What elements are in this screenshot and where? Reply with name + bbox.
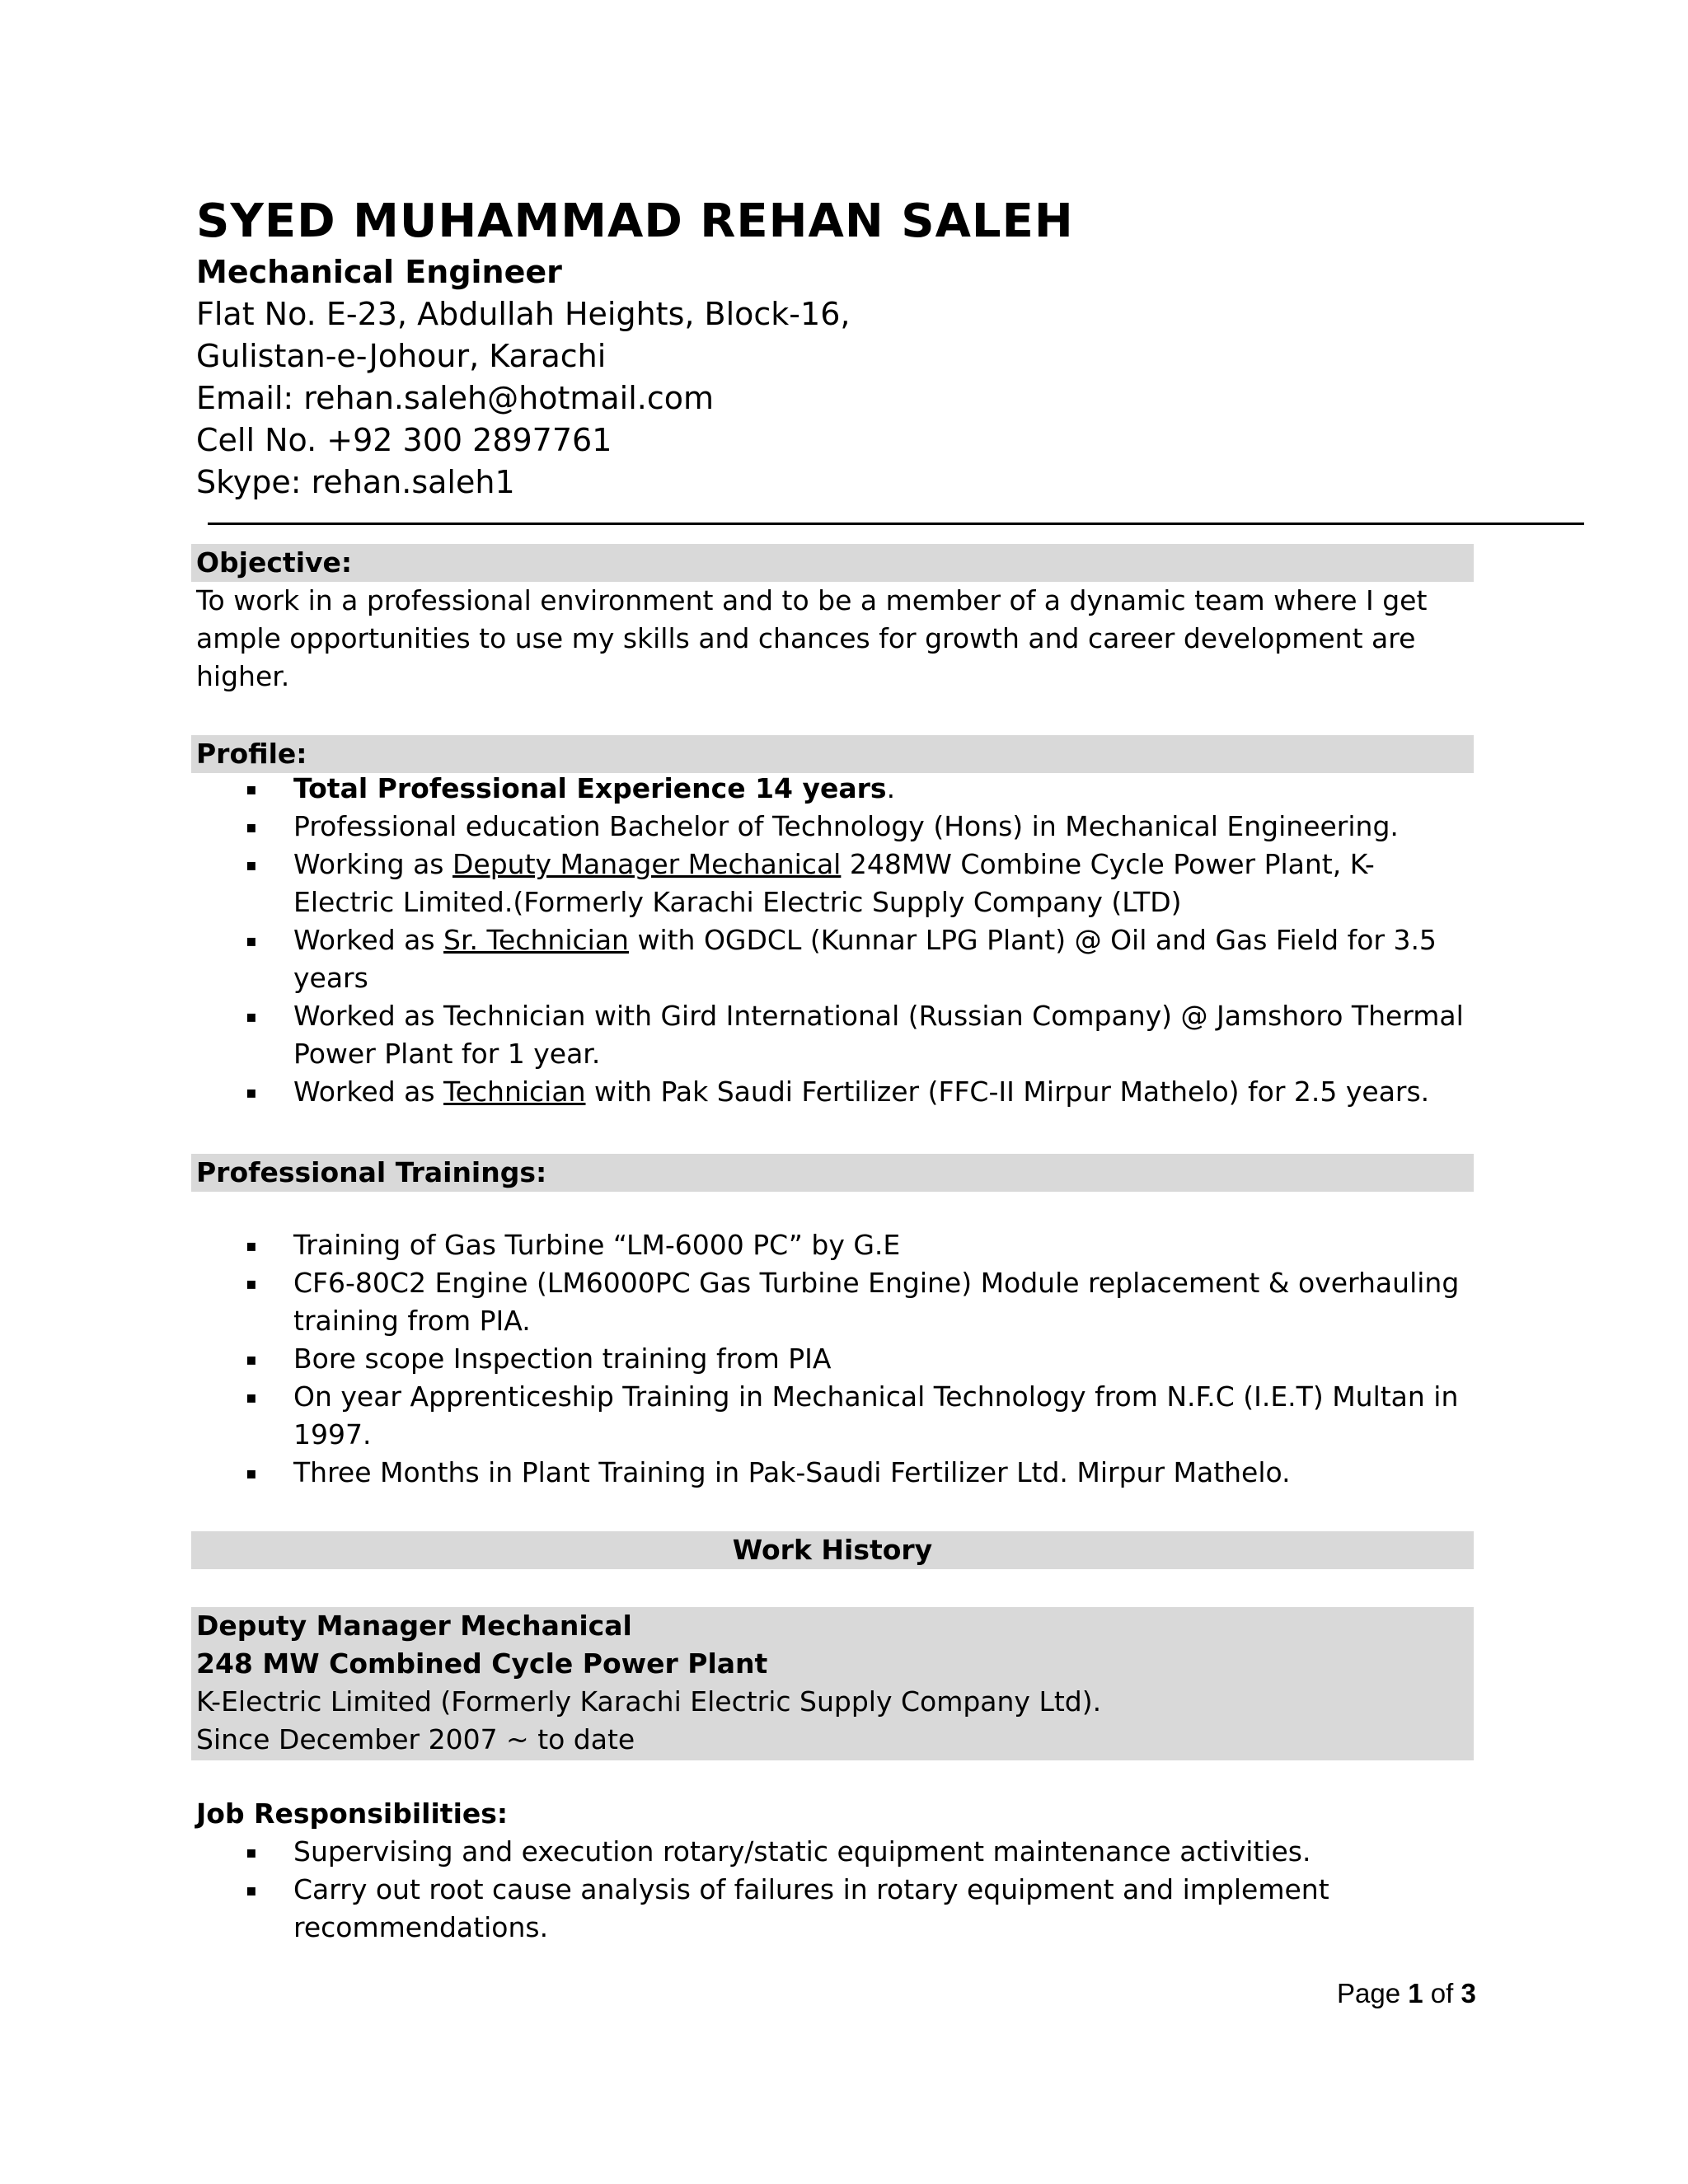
list-item [0,1378,1472,1454]
list-item-text: with Pak Saudi Fertilizer (FFC-II Mirpur Mathelo) for 2.5 years. [585,1076,1430,1108]
list-item-text: Supervising and execution rotary/static equipment maintenance activities. [293,1835,1311,1868]
bullet-icon: ▪ [246,1387,257,1407]
list-item-text: CF6-80C2 Engine (LM6000PC Gas Turbine Engine) Module replacement & overhauling training from PIA. [293,1267,1460,1337]
objective-text: To work in a professional environment and to be a member of a dynamic team where I get ample opportunities to use my skills and chances for growth and career development are higher. [196,584,1428,692]
profile-list [0,770,1688,1111]
list-item [0,1226,1472,1264]
list-item-text: Training of Gas Turbine “LM-6000 PC” by G.E [293,1229,901,1261]
list-item [0,1871,1472,1947]
bullet-icon: ▪ [246,855,257,874]
underlined-role: Technician [443,1076,586,1108]
list-item-text: On year Apprenticeship Training in Mechanical Technology from N.F.C (I.E.T) Multan in 1997. [293,1380,1459,1451]
list-item [0,808,1472,846]
page-total: 3 [1461,1978,1476,2008]
bullet-icon: ▪ [246,1463,257,1483]
list-item-text: Three Months in Plant Training in Pak-Saudi Fertilizer Ltd. Mirpur Mathelo. [293,1456,1291,1488]
bullet-icon: ▪ [246,1349,257,1369]
list-item [0,997,1472,1073]
list-item [0,846,1472,921]
page-number [1337,1978,1476,2009]
bullet-icon: ▪ [246,930,257,950]
plant-name: 248 MW Combined Cycle Power Plant [196,1647,768,1680]
work-history-entry [191,1607,1474,1760]
page-current: 1 [1408,1978,1423,2008]
trainings-heading: Professional Trainings: [191,1154,1474,1192]
list-item-text: Bore scope Inspection training from PIA [293,1343,832,1375]
list-item [0,770,1472,808]
bullet-icon: ▪ [246,779,257,799]
list-item [0,1454,1472,1492]
of-label: of [1430,1978,1454,2008]
contact-block [196,293,850,504]
list-item-text: with OGDCL (Kunnar LPG Plant) @ Oil and Gas Field for 3.5 years [293,924,1437,994]
job-title: Mechanical Engineer [196,254,562,290]
bullet-icon: ▪ [246,817,257,837]
email: Email: rehan.saleh@hotmail.com [196,380,715,416]
list-item-text: Worked as [293,1076,444,1108]
header-divider [208,523,1584,525]
bullet-icon: ▪ [246,1842,257,1862]
list-item-text: Worked as Technician with Gird International (Russian Company) @ Jamshoro Thermal Power Plant for 1 year. [293,1000,1464,1070]
profile-heading: Profile: [191,735,1474,773]
position-title: Deputy Manager Mechanical [196,1610,632,1642]
list-item-text: Professional education Bachelor of Technology (Hons) in Mechanical Engineering. [293,810,1399,842]
list-item [0,1833,1472,1871]
bullet-icon: ▪ [246,1235,257,1255]
list-item [0,921,1472,997]
work-history-heading: Work History [191,1531,1474,1569]
list-item-text: 248MW Combine Cycle Power Plant, K-Electric Limited.(Formerly Karachi Electric Supply Company (LTD) [293,848,1375,918]
address-line-1: Flat No. E-23, Abdullah Heights, Block-16, [196,296,851,332]
trainings-list [0,1226,1688,1492]
experience-summary: Total Professional Experience 14 years [293,772,887,804]
address-line-2: Gulistan-e-Johour, Karachi [196,338,607,374]
list-item [0,1264,1472,1340]
company-name: K-Electric Limited (Formerly Karachi Electric Supply Company Ltd). [196,1685,1102,1718]
bullet-icon: ▪ [246,1006,257,1026]
bullet-icon: ▪ [246,1880,257,1900]
objective-heading: Objective: [191,544,1474,582]
underlined-role: Sr. Technician [443,924,629,956]
skype-id: Skype: rehan.saleh1 [196,464,515,500]
bullet-icon: ▪ [246,1273,257,1293]
candidate-name: SYED MUHAMMAD REHAN SALEH [196,194,1074,248]
responsibilities-heading: Job Responsibilities: [196,1797,509,1830]
list-item-text: Working as [293,848,452,880]
list-item-text: Carry out root cause analysis of failures in rotary equipment and implement recommendations. [293,1873,1329,1943]
responsibilities-list [0,1833,1688,1947]
bullet-icon: ▪ [246,1082,257,1102]
employment-period: Since December 2007 ~ to date [196,1723,635,1755]
page-label: Page [1337,1978,1401,2008]
underlined-role: Deputy Manager Mechanical [452,848,842,880]
list-item-text: Worked as [293,924,444,956]
cell-number: Cell No. +92 300 2897761 [196,422,612,458]
list-item [0,1340,1472,1378]
list-item-text: . [886,772,896,804]
list-item [0,1073,1472,1111]
